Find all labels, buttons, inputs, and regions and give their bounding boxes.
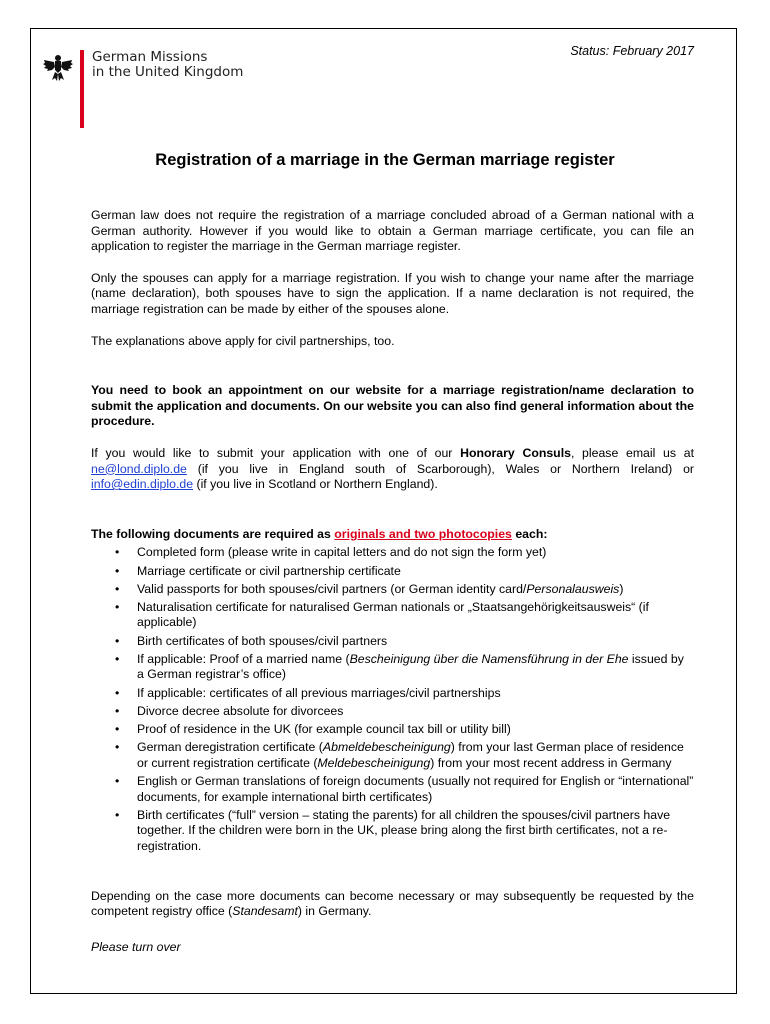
list-item-text: Valid passports for both spouses/civil partners (or German identity card/ [137, 581, 527, 596]
email-link-edinburgh[interactable]: info@edin.diplo.de [91, 477, 194, 492]
closing-post: ) in Germany. [297, 904, 372, 919]
closing-paragraph [91, 889, 694, 920]
bullet-icon: • [115, 651, 120, 666]
closing-pre: Depending on the case more documents can become necessary or may subsequently be requested by the competent registry office ( [91, 888, 694, 919]
list-item-text: If applicable: certificates of all previous marriages/civil partnerships [137, 685, 501, 700]
list-item [91, 600, 694, 631]
appointment-notice: You need to book an appointment on our website for a marriage registration/name declaration to submit the application and documents. On our website you can also find general information about the procedure. [91, 383, 694, 429]
list-item-text: German deregistration certificate ( [137, 740, 323, 755]
list-item-emphasis: Personalausweis [526, 581, 620, 596]
list-item [91, 652, 694, 683]
bullet-icon: • [115, 773, 120, 788]
intro-paragraph-2: Only the spouses can apply for a marriage registration. If you wish to change your name after the marriage (name declaration), both spouses have to sign the application. If a name declaration is not required, the marriage registration can be made by either of the spouses alone. [91, 270, 694, 316]
documents-heading [91, 527, 694, 543]
bullet-icon: • [115, 685, 120, 700]
list-item [91, 740, 694, 771]
list-item-text: ) from your last German place of residence or current registration certificate ( [137, 740, 684, 770]
bullet-icon: • [115, 633, 120, 648]
list-item-text: Divorce decree absolute for divorcees [137, 703, 344, 718]
list-item [91, 582, 694, 598]
consuls-after-email1: (if you live in England south of Scarborough), Wales or Northern Ireland) or [197, 461, 694, 476]
bullet-icon: • [115, 581, 120, 596]
list-item [91, 686, 694, 702]
intro-paragraph-3: The explanations above apply for civil partnerships, too. [91, 333, 395, 348]
bullet-icon: • [115, 599, 120, 614]
list-item-emphasis: Bescheinigung über die Namensführung in der Ehe [349, 651, 629, 666]
email-link-london[interactable]: ne@lond.diplo.de [91, 461, 187, 476]
bullet-icon: • [115, 703, 120, 718]
consuls-bold: Honorary Consuls [460, 445, 571, 460]
status-date: Status: February 2017 [570, 44, 694, 58]
required-documents-list [91, 545, 694, 854]
closing-emphasis: Standesamt [232, 904, 298, 919]
list-item [91, 774, 694, 805]
list-item-text: Completed form (please write in capital letters and do not sign the form yet) [137, 545, 547, 560]
consuls-lead: If you would like to submit your application with one of our [91, 445, 453, 460]
list-item-text: issued by a German registrar’s office) [137, 651, 684, 682]
please-turn-over: Please turn over [91, 939, 181, 954]
list-item [91, 545, 694, 561]
list-item-emphasis: Abmeldebescheinigung [322, 740, 451, 755]
list-item-text: Birth certificates of both spouses/civil partners [137, 633, 388, 648]
org-name-line2: in the United Kingdom [92, 64, 244, 80]
organization-name [92, 50, 243, 80]
list-item-text: Naturalisation certificate for naturalised German nationals or „Staatsangehörigkeitsausweis“ (if applicable) [137, 599, 649, 630]
list-item-text: ) [619, 581, 624, 596]
bullet-icon: • [115, 545, 120, 560]
list-item-text: English or German translations of foreign documents (usually not required for English or “international” documents, for example international birth certificates) [137, 773, 694, 804]
consuls-mid: , please email us at [570, 445, 694, 460]
federal-eagle-icon [42, 52, 74, 84]
org-name-line1: German Missions [92, 49, 208, 65]
list-item-text: If applicable: Proof of a married name ( [137, 651, 350, 666]
document-body [91, 208, 694, 955]
list-item-emphasis: Meldebescheinigung [317, 755, 431, 770]
list-item [91, 722, 694, 738]
docs-heading-tail: each: [515, 526, 548, 541]
list-item-text: ) from your most recent address in Germany [430, 755, 672, 770]
list-item-text: Marriage certificate or civil partnership certificate [137, 563, 401, 578]
bullet-icon: • [115, 807, 120, 822]
list-item [91, 704, 694, 720]
honorary-consuls-paragraph [91, 446, 694, 493]
intro-paragraph-1: German law does not require the registration of a marriage concluded abroad of a German national with a German authority. However if you would like to obtain a German marriage certificate, you can file an application to register the marriage in the German marriage register. [91, 208, 694, 254]
list-item [91, 564, 694, 580]
brand-red-bar [80, 50, 84, 128]
page-title: Registration of a marriage in the German marriage register [155, 151, 615, 169]
docs-heading-lead: The following documents are required as [91, 526, 331, 541]
list-item [91, 808, 694, 855]
consuls-after-email2: (if you live in Scotland or Northern England). [196, 477, 438, 492]
list-item-text: Birth certificates (“full” version – stating the parents) for all children the spouses/civil partners have together. If the children were born in the UK, please bring along the first birth certificates, not a re-registration. [137, 807, 671, 853]
bullet-icon: • [115, 563, 120, 578]
bullet-icon: • [115, 722, 120, 736]
bullet-icon: • [115, 740, 120, 755]
list-item [91, 634, 694, 650]
list-item-text: Proof of residence in the UK (for example council tax bill or utility bill) [137, 722, 511, 736]
originals-photocopies-highlight: originals and two photocopies [334, 526, 512, 541]
